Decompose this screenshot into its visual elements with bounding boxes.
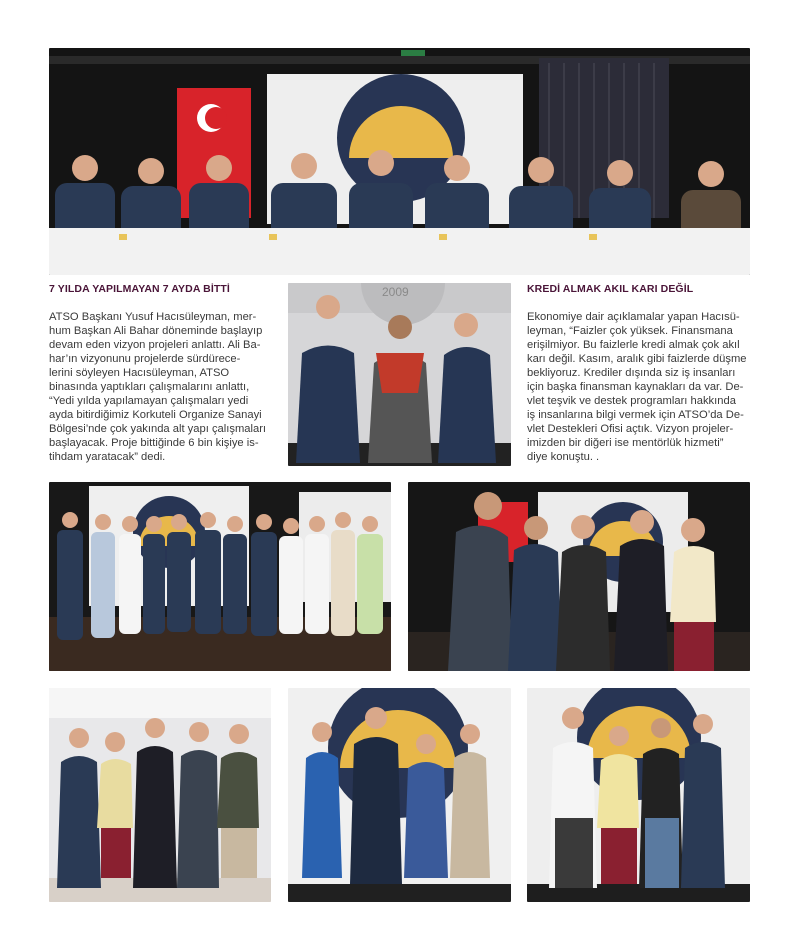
left-article-line: hum Başkan Ali Bahar döneminde başlayıp — [49, 325, 263, 337]
right-article-line: erişilmiyor. Bu faizlerle kredi almak çok akıl — [527, 339, 740, 351]
left-article-line: Bölgesi’nde çok yakında alt yapı çalışmaları — [49, 423, 267, 435]
right-article-line: iş insanlarına bilgi vermek için ATSO’da De- — [527, 409, 744, 421]
right-article-line: imizden bir diğeri ise mentörlük hizmeti” — [527, 437, 724, 449]
right-article-line: diye konuştu. . — [527, 451, 600, 463]
left-article-line: lerini söyleyen Hacısüleyman, ATSO — [49, 367, 230, 379]
photo-group — [49, 482, 391, 671]
left-article-line: devam eden vizyon projeleri anlattı. Ali Ba- — [49, 339, 261, 351]
right-article-line: karı değil. Kasım, aralık gibi faizlerde düşme — [527, 353, 747, 365]
left-article-line: binasında yaptıkları çalışmalarını anlattı, — [49, 381, 250, 393]
right-article-heading: KREDİ ALMAK AKIL KARI DEĞİL — [527, 283, 694, 295]
left-article-line: har’ın vizyonunu projelerde sürdürece- — [49, 353, 241, 365]
right-article-line: Ekonomiye dair açıklamalar yapan Hacısü- — [527, 311, 740, 323]
left-article-line: ATSO Başkanı Yusuf Hacısüleyman, mer- — [49, 311, 257, 323]
right-article-line: vlet Destekleri Ofisi açtık. Vizyon projeler- — [527, 423, 734, 435]
right-article-line: leyman, “Faizler çok yüksek. Finansmana — [527, 325, 733, 337]
photo-four-men — [527, 688, 750, 902]
photo-women-group — [288, 688, 511, 902]
left-article-line: başlayacak. Proje bittiğinde 6 bin kişiye is- — [49, 437, 259, 449]
photo-head-table — [49, 48, 750, 275]
right-article-line: vlet teşvik ve destek programları hakkında — [527, 395, 736, 407]
left-article-heading: 7 YILDA YAPILMAYAN 7 AYDA BİTTİ — [49, 283, 230, 295]
photo-banner-year: 2009 — [382, 285, 409, 299]
left-article-line: tihdam yaratacak” dedi. — [49, 451, 166, 463]
right-article-line: için başka finansman kaynakları da var. De- — [527, 381, 744, 393]
left-article-line: “Yedi yılda yapılamayan çalışmaları yedi — [49, 395, 249, 407]
photo-three-men — [288, 283, 511, 466]
photo-five-men-indoor — [49, 688, 271, 902]
right-article-line: bekliyoruz. Krediler dışında siz iş insanları — [527, 367, 736, 379]
left-article-line: ayda bitirdiğimiz Korkuteli Organize Sanayi — [49, 409, 262, 421]
photo-five-men — [408, 482, 750, 671]
